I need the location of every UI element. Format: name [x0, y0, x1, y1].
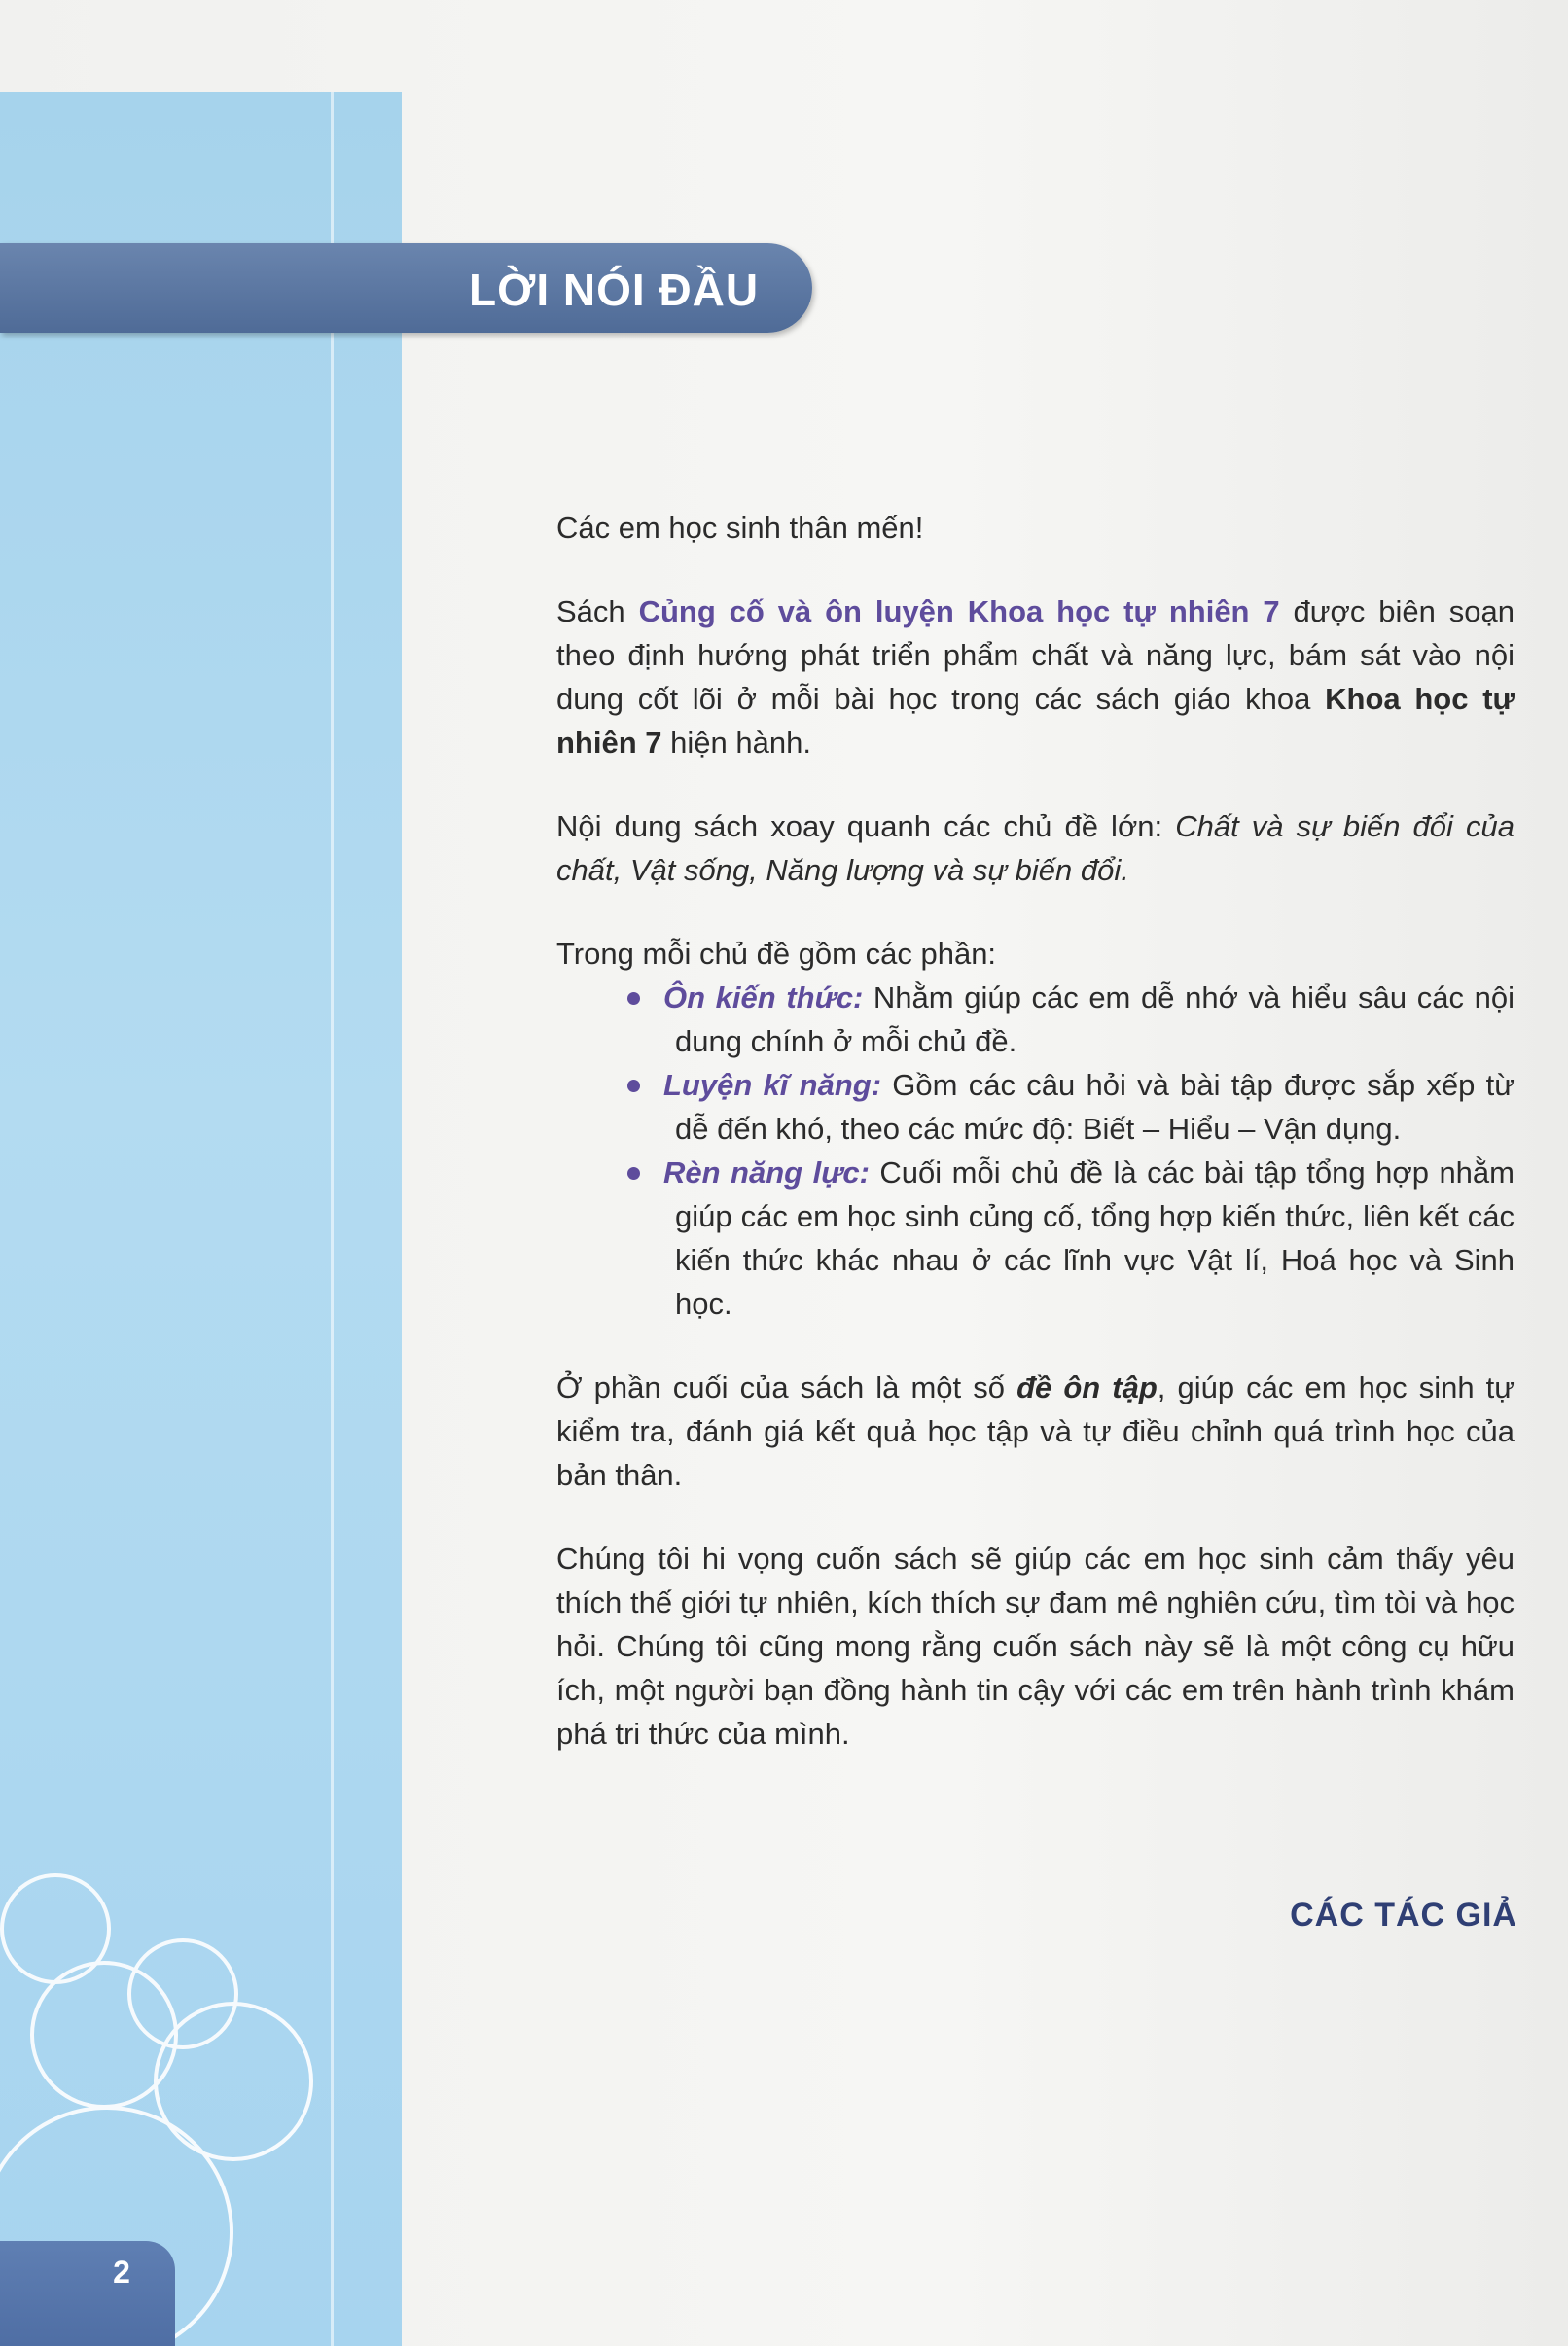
part-term: Rèn năng lực: — [663, 1155, 870, 1190]
paragraph-text: Nội dung sách xoay quanh các chủ đề lớn: — [556, 809, 1176, 843]
parts-list — [556, 976, 1515, 1326]
list-item — [556, 1063, 1515, 1151]
paragraph-text: Sách — [556, 594, 639, 628]
textbook-title: Khoa học tự nhiên 7 — [556, 682, 1515, 760]
authors-signature: CÁC TÁC GIẢ — [1290, 1897, 1517, 1934]
part-description: Gồm các câu hỏi và bài tập được sắp xếp từ dễ đến khó, theo các mức độ: Biết – Hiểu – Vận dụng. — [675, 1068, 1515, 1146]
part-description: Nhằm giúp các em dễ nhớ và hiểu sâu các nội dung chính ở mỗi chủ đề. — [675, 980, 1515, 1058]
paragraph-text: hiện hành. — [661, 726, 811, 760]
list-item — [556, 1151, 1515, 1326]
paragraph-text: được biên soạn theo định hướng phát triển phẩm chất và năng lực, bám sát vào nội dung cốt lõi ở mỗi bài học trong các sách giáo khoa — [556, 594, 1515, 716]
paragraph-text: Ở phần cuối của sách là một số — [556, 1370, 1017, 1404]
review-tests-highlight: đề ôn tập — [1016, 1370, 1158, 1404]
page-number-tab — [0, 2241, 175, 2346]
paragraph-text: , giúp các em học sinh tự kiểm tra, đánh giá kết quả học tập và tự điều chỉnh quá trình học của bản thân. — [556, 1370, 1515, 1492]
greeting: Các em học sinh thân mến! — [556, 511, 924, 545]
bullet-icon — [627, 1167, 640, 1180]
topics-list: Chất và sự biến đổi của chất, Vật sống, Năng lượng và sự biến đổi. — [556, 809, 1515, 887]
paragraph-topics — [556, 804, 1515, 892]
paragraph-hope: Chúng tôi hi vọng cuốn sách sẽ giúp các em học sinh cảm thấy yêu thích thế giới tự nhiên, kích thích sự đam mê nghiên cứu, tìm tòi và học hỏi. Chúng tôi cũng mong rằng cuốn sách này sẽ là một công cụ hữu ích, một người bạn đồng hành tin cậy với các em trên hành trình khám phá tri thức của mình. — [556, 1542, 1515, 1751]
part-description: Cuối mỗi chủ đề là các bài tập tổng hợp nhằm giúp các em học sinh củng cố, tổng hợp kiến thức, liên kết các kiến thức khác nhau ở các lĩnh vực Vật lí, Hoá học và Sinh học. — [675, 1155, 1515, 1321]
book-title-highlight: Củng cố và ôn luyện Khoa học tự nhiên 7 — [638, 594, 1280, 628]
preface-body — [556, 506, 1515, 1795]
page-title: LỜI NÓI ĐẦU — [469, 265, 760, 315]
paragraph-review — [556, 1366, 1515, 1497]
parts-intro: Trong mỗi chủ đề gồm các phần: — [556, 937, 997, 971]
bullet-icon — [627, 992, 640, 1005]
bullet-icon — [627, 1080, 640, 1092]
part-term: Ôn kiến thức: — [663, 980, 864, 1014]
part-term: Luyện kĩ năng: — [663, 1068, 882, 1102]
list-item — [556, 976, 1515, 1063]
page-number: 2 — [113, 2255, 130, 2290]
paragraph-book-intro — [556, 589, 1515, 764]
